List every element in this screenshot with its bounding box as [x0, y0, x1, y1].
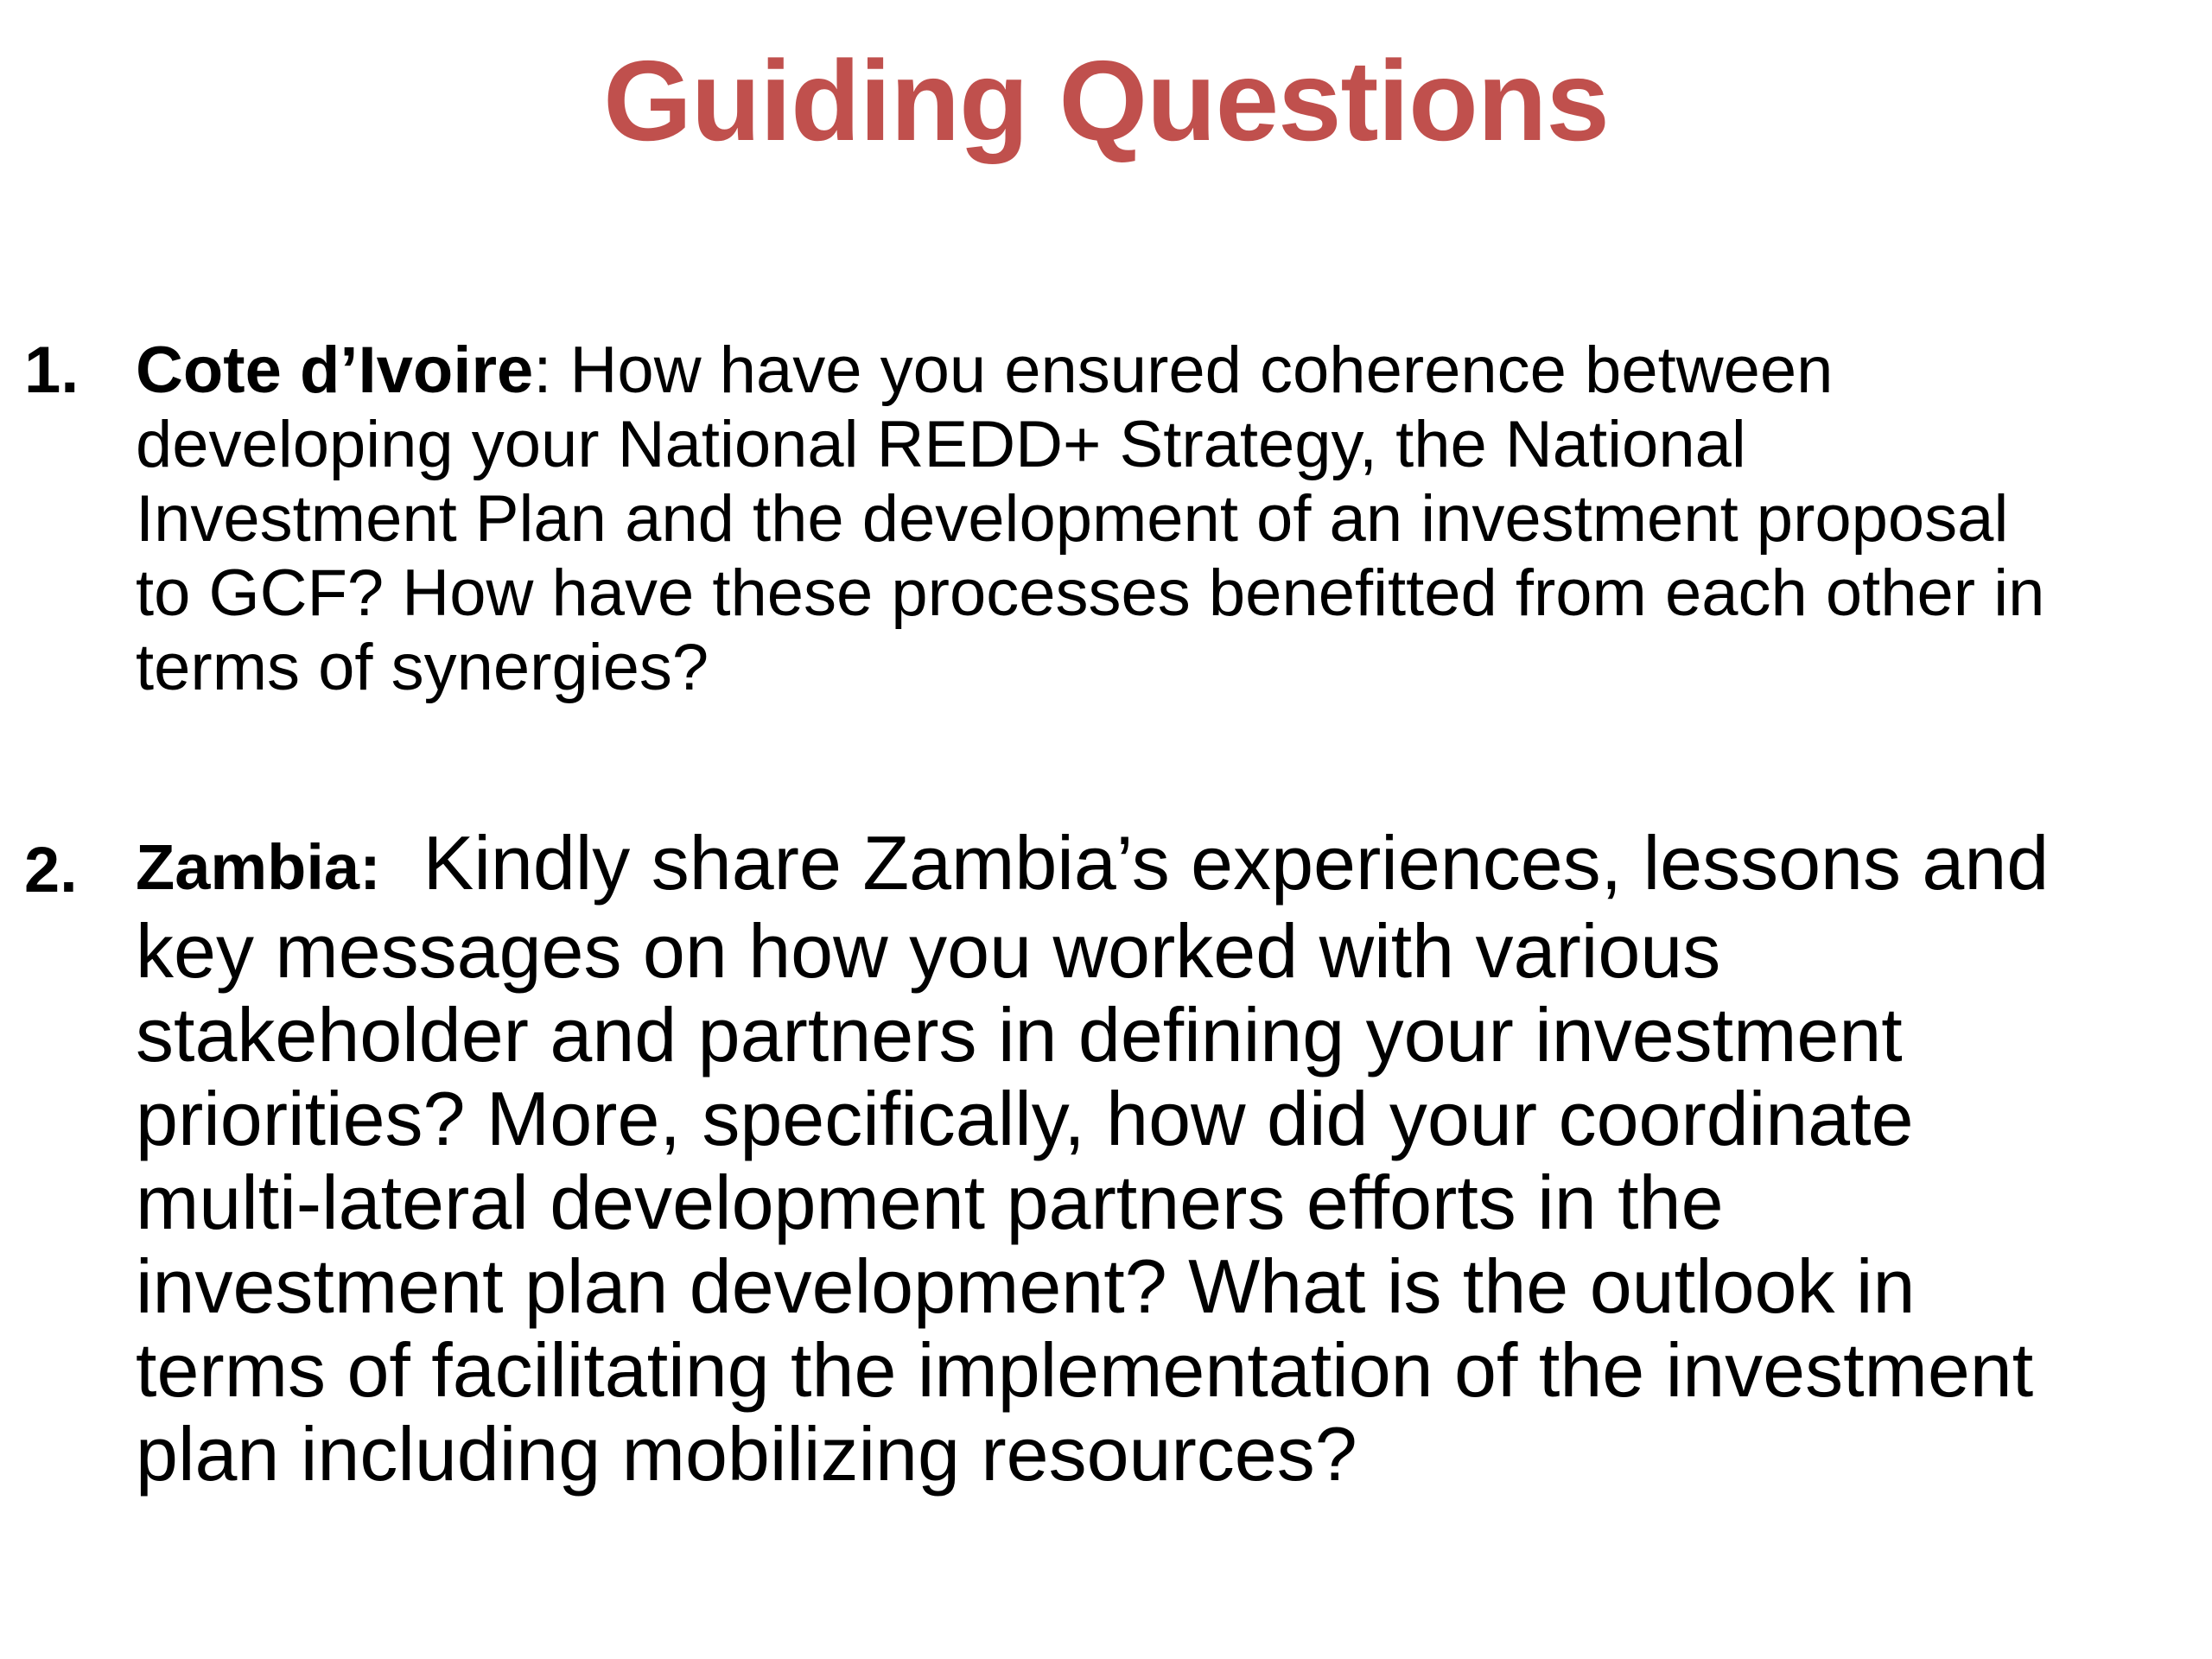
question-number: 2.: [24, 834, 78, 906]
question-country: Cote d’Ivoire: [136, 334, 534, 407]
question-line: [136, 821, 2192, 909]
question-separator: [381, 820, 423, 906]
question-line-text: How have you ensured coherence between: [569, 334, 1834, 407]
question-line: stakeholder and partners in defining your investment: [136, 992, 1903, 1077]
question-line: terms of synergies?: [136, 631, 709, 704]
question-line-text: Kindly share Zambia’s experiences, lessons and: [423, 820, 2050, 906]
question-line: multi-lateral development partners efforts in the: [136, 1160, 1724, 1245]
question-line: plan including mobilizing resources?: [136, 1411, 1357, 1497]
slide-title: Guiding Questions: [603, 37, 1609, 164]
question-line: developing your National REDD+ Strategy, the National: [136, 408, 1746, 481]
question-line: priorities? More, specifically, how did your coordinate: [136, 1076, 1914, 1161]
question-separator: :: [533, 334, 570, 407]
question-line: to GCF? How have these processes benefitted from each other in: [136, 556, 2045, 630]
question-line: key messages on how you worked with various: [136, 908, 1721, 994]
question-text: [136, 821, 2192, 1496]
question-text: [136, 334, 2192, 705]
question-line: terms of facilitating the implementation of the investment: [136, 1327, 2034, 1413]
question-number: 1.: [24, 334, 79, 407]
question-line: [136, 334, 2192, 408]
question-line: investment plan development? What is the outlook in: [136, 1243, 1916, 1329]
question-country: Zambia:: [136, 831, 381, 903]
question-line: Investment Plan and the development of an investment proposal: [136, 482, 2009, 556]
